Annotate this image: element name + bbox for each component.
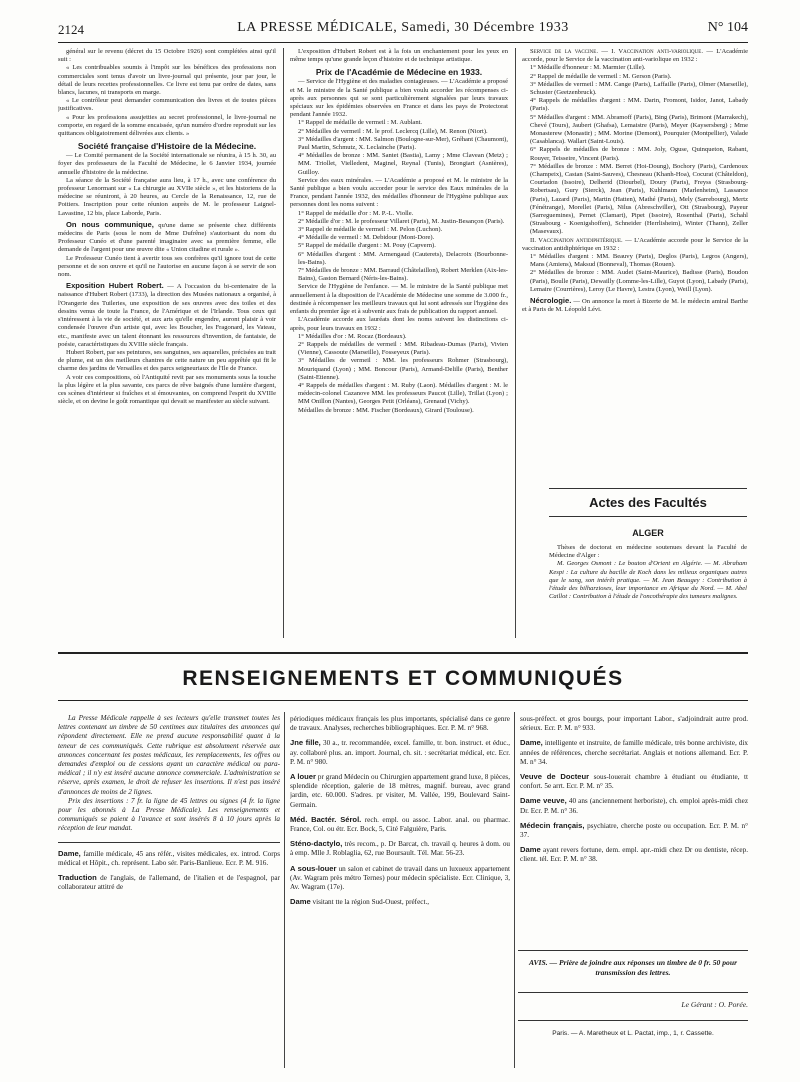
section-title-antidiphterique: II. Vaccination antidiphtérique. [530,236,623,244]
instructions-block [58,714,280,834]
classified-ad [520,714,748,733]
list-item: 1° Rappel de médaille d'or : M. P.-L. Violle. [298,209,414,217]
ad-text: ayant revers fortune, dem. empl. apr.-midi chez Dr ou dentiste, récep. client. tél. Ecr. P. M. n° 38. [520,846,748,864]
ad-lead: Dame, [520,738,543,748]
list-item: 4° Rappels de médailles d'argent : MM. Darin, Fromont, Isidor, Janot, Labady (Paris). [530,97,748,113]
list-item: 5° Médailles d'argent : MM. Abramoff (Paris), Bing (Paris), Brimont (Marrakech), Chevé (Tours), Jaubert (Ghafsa), Lemaistre (Paris), Meyer (Kaysersberg) ; Mme Monasterew (Monastir) ; MM. Morine (Demont), Pourquier (Montpellier), Valade (Casablanca). Wallart (Saint-Louis). [530,113,748,146]
ad-text: périodiques médicaux français les plus importants, spécialisé dans ce genre de travaux. Analyses, recherches bibliographiques. Ecr. P. M. n° 968. [290,715,510,733]
paragraph-text: qu'une dame se présente chez différents médecins de Paris (sous le nom de Mme Dufrêne) s'autorisant du nom du Professeur Cunéo et d'une parenté imaginaire avec sa première femme, elle demande de l'argent pour une œuvre dite « Union citadine et rurale ». [58,221,276,254]
paragraph: Le Professeur Cunéo tient à avertir tous ses confrères qu'il ignore tout de cette personne et de son œuvre et qu'il ne l'autorise en aucune façon à se servir de son nom. [58,254,276,279]
classified-ad [58,849,280,868]
column-divider [283,48,284,638]
ad-lead: Dame veuve, [520,796,567,806]
ad-lead: Dame [290,897,311,907]
renseignements-col-3 [520,714,748,950]
issue-number: N° 104 [707,20,748,35]
ad-text: rech. empl. ou assoc. Labor. anal. ou pharmac. France, Col. ou étr. Ecr. Bock, 5, Cité Falguière, Paris. [290,815,510,834]
section-title-histoire: Société française d'Histoire de la Médecine. [77,141,257,152]
list-item: 1° Rappel de médaille de vermeil : M. Aublant. [298,119,423,127]
classified-ad [520,845,748,864]
classified-ad [290,738,510,767]
list-item: Médailles de bronze : MM. Fischer (Bordeaux), Girard (Toulouse). [298,406,474,414]
divider [518,950,748,951]
ad-text: sous-préfect. et gros bourgs, pour important Labor., s'adjoindrait autre prod. sérieux. Ecr. P. M. n° 933. [520,715,748,733]
paragraph: Service de l'Hygiène de l'enfance. — M. le ministre de la Santé publique met annuellement à la disposition de l'Académie de Médecine une somme de 3.000 fr., destinée à récompenser les meilleurs travaux qui lui sont adressés sur l'hygiène des enfants du premier âge et à subvenir aux frais de publication du rapport annuel. [290,283,508,316]
renseignements-col-2 [290,714,510,1070]
ad-text: 40 ans (anciennement herboriste), ch. emploi après-midi chez Dr. Ecr. P. M. n° 36. [520,797,748,815]
ad-lead: Médecin français, [520,820,585,830]
ad-lead: Veuve de Docteur [520,772,590,782]
classified-ad [290,714,510,733]
list-item: 1° Médailles d'or : M. Rocaz (Bordeaux). [298,332,407,340]
classified-ad [290,897,510,907]
section-rule [58,652,748,654]
classified-ad [58,873,280,892]
paragraph: Prix des insertions : 7 fr. la ligne de 45 lettres ou signes (4 fr. la ligne pour les abonnés à La Presse Médicale). Les renseignements et communiqués se paient à l'avance et sont insérés 8 à 10 jours après la réception de leur mandat. [58,796,280,833]
ad-text: visitant tte la région Sud-Ouest, préfect., [312,898,430,907]
section-title-facultes: Actes des Facultés [589,495,707,510]
list-item: 2° Médaille d'or : M. le professeur Villaret (Paris), M. Justin-Besançon (Paris). [298,217,505,225]
section-title-vaccine: Service de la vaccine. — I. Vaccination anti-variolique. [530,48,703,55]
list-item: 7° Médailles de bronze : MM. Berret (Hoi-Doung), Bochory (Paris), Cardenoux (Champeix), Castan (Saint-Sauves), Chesneau (Khanh-Hoa), Cocurat (Châteldon), Courtadon (Issoire), Delherid (Diourbel), Doury (Paris), Freyss (Strasbourg-Robertsau), Gury (Sierck), Jean (Paris), Kuhlmann (Marlenheim), Lassance (Paris), Lazard (Paris), Martin (Hatten), Mathé (Paris), Mely (Sarrebourg), Mertz (Fénétrange), Morellet (Paris), Nilus (Abreschviller), Ott (Strasbourg), Payeur (Sarreguemines), Pernet (Clamart), Pipet (Issoire), Rosenthal (Paris), Schahl (Strasbourg - Koenigshoffen), Schneider (Herrlisheim), Winter (Thann), Zeller (Masevaux). [530,162,748,236]
paragraph: Hubert Robert, par ses peintures, ses sanguines, ses aquarelles, précisées au trait de plume, est un des meilleurs chantres de cette nature un peu apprêtée qui fit le charme des jardins de Versailles et des parcs seigneuriaux de l'Ile de France. [58,348,276,373]
subsection-title-alger: ALGER [632,528,664,538]
list-item: 4° Médailles de bronze : MM. Santet (Bastia), Lamy ; Mme Clavean (Metz) ; MM. Triollet, Vielledent, Maginel, Reynal (Tunis), Brongiart (Asnières), Guilloy. [298,152,508,176]
list-item: 4° Rappels de médailles d'argent : M. Ruby (Laon). Médailles d'argent : M. le médecin-colonel Cazanove MM. les professeurs Paucot (Lille), Trillat (Lyon) ; MM Onillon (Nantes), Georges Petit (Orléans), Grenaud (Vichy). [298,381,508,406]
avis-notice: AVIS. — Prière de joindre aux réponses un timbre de 0 fr. 50 pour transmission des lettres. [528,958,738,977]
ad-lead: Dame [520,845,541,855]
list-item: 4° Médaille de vermeil : M. Debidour (Mont-Dore). [298,234,435,242]
paragraph: « Pour les professions assujetties au secret professionnel, le livre-journal ne comporte, en regard de la somme encaissée, qu'un numéro d'ordre reproduit sur les quittances obligatoirement délivrées aux clients. » [58,113,276,138]
divider [58,842,280,843]
run-in-heading: Nécrologie. [530,296,572,306]
ad-text: pr grand Médecin ou Chirurgien appartement grand luxe, 8 pièces, splendide réception, galerie de 18 mètres, magnif. bureau, avec grand jardin, etc. 60.000. S'adres. pr visiter, M. Vallée, 199, Boulevard Saint-Germain. [290,773,510,809]
list-item: 3° Médailles d'argent : MM. Salmon (Boulogne-sur-Mer), Gréhant (Chaumont), Paul Martin, Schmutz, X. Leclainche (Paris). [298,135,508,152]
column-1 [58,48,276,638]
paragraph-text: — On annonce la mort à Bizerte de M. le médecin amiral Barthe et à Paris de M. Léopold Lévi. [522,298,748,314]
column-3 [522,48,748,488]
classified-ad [290,772,510,810]
paragraph: Service des eaux minérales. — L'Académie a proposé et M. le ministre de la Santé publique a bien voulu accorder pour le service des Eaux minérales de la France, pendant l'année 1932, des médailles d'honneur de l'Hygiène publique aux personnes dont les noms suivent : [290,176,508,209]
award-list [290,210,508,284]
paragraph-text: — L'Académie accorde, pour le Service de la vaccination anti-variolique en 1932 : [522,48,748,64]
journal-title: LA PRESSE MÉDICALE, Samedi, 30 Décembre 1933 [237,20,569,35]
ad-text: intelligente et instruite, de famille médicale, très bonne archiviste, dix années de références, cherche secrétariat. Anglais et notions allemand. Ecr. P. M. n° 34. [520,739,748,766]
ad-text: famille médicale, 45 ans référ., visites médicales, ex. introd. Corps médical et Hôpit., ch. représent. Labo sér. Paris-Banlieue. Ecr. P. M. 916. [58,849,280,867]
classified-ad [290,839,510,858]
ad-text: sous-louerait chambre à étudiant ou étudiante, tt confort. 5e arrt. Ecr. P. M. n° 35. [520,773,748,791]
paragraph: général sur le revenu (décret du 15 Octobre 1926) sont complétées ainsi qu'il suit : [58,48,276,64]
list-item: 1° Médaille d'honneur : M. Marmier (Lille). [530,64,646,72]
list-item: 7° Médailles de bronze : MM. Barraud (Châtelaillon), Robert Merklen (Aix-les-Bains), Gaston Bernard (Néris-les-Bains). [298,267,508,283]
paragraph: « Le contrôleur peut demander communication des livres et de toutes pièces justificatives. [58,97,276,113]
list-item: 2° Médailles de bronze : MM. Audet (Saint-Maurice), Badisse (Paris), Boudon (Paris), Boulle (Paris), Dewailly (Lomme-les-Lille), Guyot (Lyon), Labady (Paris), Lemaire (Courrières), Leroy (Le Havre), Lestra (Lyon), Weill (Lyon). [530,269,748,293]
run-in-heading: Exposition Hubert Robert. [66,281,164,291]
section-title-prix: Prix de l'Académie de Médecine en 1933. [315,67,483,78]
ad-lead: Méd. Bactér. Sérol. [290,814,362,824]
ad-text: de l'anglais, de l'allemand, de l'italien et de l'espagnol, par collaborateur attitré de [58,874,280,892]
award-list [522,64,748,236]
column-divider [515,48,516,638]
printer-line: Paris. — A. Maretheux et L. Pactat, imp., 1, r. Cassette. [552,1030,714,1037]
column-divider [284,712,285,1068]
ad-text: très recom., p. Dr Barcat, ch. travail q. heures à dom. ou à emp. Mlle J. Roblaglia, 62, rue Boursault. Tél. Mar. 56-23. [290,840,510,858]
ad-lead: Jne fille, [290,738,321,748]
ad-text: un salon et cabinet de travail dans un luxueux appartement (Av. Wagram près métro Ternes) pour médecin spécialiste. Ecr. Clinique, 3, Av. Wagram (17e). [290,864,510,892]
list-item: 3° Médailles de vermeil : MM. Cange (Paris), Laffaille (Paris), Olmer (Marseille), Schuster (Geetzenbruck). [530,80,748,97]
list-item: 3° Médailles de vermeil : MM. les professeurs Rohmer (Strasbourg), Mouriquand (Lyon) ; MM. Boncour (Paris), Armand-Delille (Paris), Benther (Saint-Etienne). [298,357,508,381]
paragraph-text: — L'Académie accorde pour le Service de la vaccination antidiphtérique en 1932 : [522,236,748,252]
paragraph: L'exposition d'Hubert Robert est à la fois un enchantement pour les yeux en même temps qu'une grande leçon d'histoire et de technique artistique. [290,48,508,64]
paragraph: « Les contribuables soumis à l'impôt sur les bénéfices des professions non commerciales sont tenus d'avoir un livre-journal qui présente, jour par jour, le détail de leurs recettes professionnelles. Ce livre est tenu par ordre de dates, sans blancs, lacunes, ni transports en marge. [58,64,276,97]
award-list [290,333,508,415]
divider [518,1020,748,1021]
classified-ad [520,738,748,767]
paragraph: La séance de la Société française aura lieu, à 17 h., avec une conférence du professeur Lenormant sur « La chirurgie au XVIIe siècle », et les historiens de la médecine se réuniront, à 20 heures, au Cercle de la Renaissance, 12, rue de Poitiers. Inscription pour cette réunion auprès de M. le professeur Laignel-Lavastine, 12 bis, place Laborde, Paris. [58,176,276,217]
classified-ad [290,864,510,893]
ad-text: 30 a., tr. recommandée, excel. famille, tr. bon. instruct. et éduc., ay. collaboré plus. an. import. Journal, ch. sit. : secrétariat médical, etc. Ecr. P. M. n° 980. [290,739,510,766]
facultes-bottom-rule [549,516,747,517]
paragraph: A voir ces compositions, où l'Antiquité revit par ses monuments sous la touche la plus légère et la plus savante, ces parcs de rêve baignés d'une lumière d'argent, ces scènes d'intérieur si fraîches et si émouvantes, on comprend l'esprit du XVIIIe siècle, et on devine le goût romantique qui devait se manifester au siècle suivant. [58,373,276,406]
award-list [290,119,508,176]
paragraph: — Service de l'Hygiène et des maladies contagieuses. — L'Académie a proposé et M. le ministre de la Santé publique a bien voulu accorder les récompenses ci-après aux personnes qui se sont particulièrement signalées par leurs travaux spéciaux sur les épidémies observées en France et dans les pays de Protectorat pendant l'année 1932. [290,78,508,119]
paragraph: Thèses de doctorat en médecine soutenues devant la Faculté de Médecine d'Alger : [549,544,747,560]
paragraph: La Presse Médicale rappelle à ses lecteurs qu'elle transmet toutes les lettres contenant un timbre de 50 centimes aux titulaires des annonces qui répondent directement. Elle ne prend aucune responsabilité quant à la teneur de ces communiqués. Cette rubrique est absolument réservée aux annonces concernant les postes médicaux, les remplacements, les offres ou demandes d'emploi ou de cessions ayant un caractère médical ou para-médical ; il n'y est inséré aucune annonce commerciale. L'administration se réserve, après examen, le droit de refuser les insertions. Il n'est pas inséré d'annonces de moins de 2 lignes. [58,714,280,796]
ad-lead: Dame, [58,848,81,858]
paragraph: — Le Comité permanent de la Société internationale se réunira, à 15 h. 30, au foyer des professeurs de la Faculté de Médecine, le 6 Janvier 1934, journée annuelle d'histoire de la médecine. [58,152,276,176]
ad-lead: A sous-louer [290,863,337,873]
list-item: 6° Médailles d'argent : MM. Armengaud (Cauterets), Delacroix (Bourbonne-les-Bains). [298,250,508,266]
facultes-top-rule [549,488,747,489]
gerant-line: Le Gérant : O. Porée. [681,1000,748,1009]
list-item: 3° Rappel de médaille de vermeil : M. Pelon (Luchon). [298,226,443,234]
renseignements-col-1 [58,714,280,1070]
classified-ad [520,772,748,791]
divider [518,992,748,993]
ad-lead: A louer [290,772,316,782]
page-number: 2124 [58,22,84,37]
alger-theses [549,544,747,638]
column-2 [290,48,508,638]
classified-ad [520,796,748,815]
run-in-heading: On nous communique, [66,219,154,229]
paragraph-text: — A l'occasion du bi-centenaire de la naissance d'Hubert Robert (1733), la direction des Musées nationaux a organisé, à l'Orangerie des Tuileries, une exposition de ses œuvres avec des toiles et des dessins venus de toute la France, de l'Amérique et de l'Irlande. Tous ceux qui s'intéressent à la vie de société, et aux arts qu'elle engendre, auront plaisir à voir condensée l'œuvre d'un artiste qui, avec les Boucher, les Fragonard, les Vateau, etc., manifeste avec un talent étonnant les ressources d'invention, de fantaisie, de poésie, caractéristiques du XVIIIe siècle français. [58,283,276,348]
classified-ad [520,821,748,840]
list-item: 2° Rappel de médaille de vermeil : M. Gerson (Paris). [530,72,672,80]
section-title-renseignements: RENSEIGNEMENTS ET COMMUNIQUÉS [182,667,624,690]
award-list [522,253,748,294]
page-header [58,18,748,42]
paragraph: L'Académie accorde aux lauréats dont les noms suivent les distinctions ci-après, pour leurs travaux en 1932 : [290,316,508,332]
section-rule [58,700,748,701]
ad-text: psychiatre, cherche poste ou occupation. Ecr. P. M. n° 37. [520,821,748,840]
classified-ad [290,815,510,834]
list-item: 6° Rappels de médailles de bronze : MM. Joly, Oguse, Quinqueton, Rabant, Rouyer, Teisseire, Vincent (Paris). [530,146,748,162]
column-divider [514,712,515,1068]
list-item: 2° Médailles de vermeil : M. le prof. Leclercq (Lille), M. Renon (Niort). [298,127,488,135]
list-item: 5° Rappel de médaille d'argent : M. Pouy (Capvern). [298,242,436,250]
list-item: 2° Rappels de médailles de vermeil : MM. Ribadeau-Dumas (Paris), Vivien (Vienne), Cassoute (Marseille), Fosseyeux (Paris). [298,340,508,357]
ad-lead: Traduction [58,873,97,883]
list-item: 1° Médailles d'argent : MM. Beauvy (Paris), Deglos (Paris), Legros (Angers), Mans (Amiens), Maksud (Bonneval), Thomas (Rouen). [530,253,748,269]
ad-lead: Sténo-dactylo, [290,839,343,849]
paragraph: M. Georges Osmont : Le bouton d'Orient en Algérie. — M. Abraham Kespi : La culture du bacille de Koch dans les milieux organiques autres que le sang, son intérêt pratique. — M. Jean Beaugey : Contribution à l'étude des bilharzioses, leur importance en Afrique du Nord. — M. Abel Caillot : Contribution à l'étude de l'oncothérapie des tumeurs malignes. [549,560,747,601]
header-rule [58,42,748,43]
